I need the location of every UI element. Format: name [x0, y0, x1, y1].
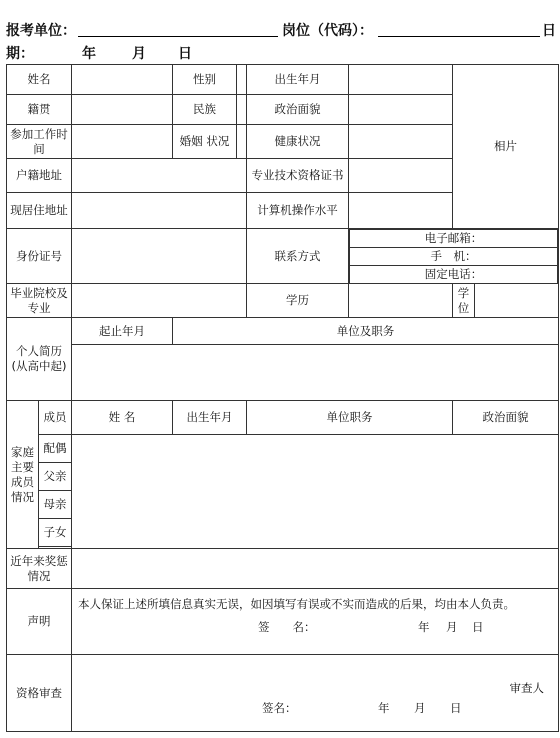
- review-label: 资格审查: [7, 655, 72, 732]
- computer-field[interactable]: [349, 193, 453, 229]
- family-label: 家庭主要成员情况: [7, 401, 39, 549]
- name-field[interactable]: [72, 65, 173, 95]
- health-label: 健康状况: [247, 125, 349, 159]
- edu-label: 学历: [247, 284, 349, 318]
- apply-unit-field[interactable]: [78, 36, 278, 37]
- birth-label: 出生年月: [247, 65, 349, 95]
- review-year: 年: [378, 701, 390, 715]
- family-col-name: 姓 名: [72, 401, 173, 435]
- address-label: 现居住地址: [7, 193, 72, 229]
- family-col-political: 政治面貌: [453, 401, 559, 435]
- family-member-0: 成员: [39, 401, 72, 435]
- family-col-unit: 单位职务: [247, 401, 453, 435]
- hukou-field[interactable]: [72, 159, 247, 193]
- statement-label: 声明: [7, 589, 72, 655]
- family-col-birth: 出生年月: [173, 401, 247, 435]
- review-month: 月: [414, 701, 426, 715]
- work-time-label: 参加工作时间: [7, 125, 72, 159]
- spacer-cell: [237, 65, 247, 95]
- spacer-cell: [237, 125, 247, 159]
- statement-box: [72, 589, 559, 655]
- political-label: 政治面貌: [247, 95, 349, 125]
- birth-field[interactable]: [349, 65, 453, 95]
- native-label: 籍贯: [7, 95, 72, 125]
- family-member-1: 配偶: [39, 435, 72, 463]
- apply-unit-label: 报考单位：: [6, 23, 76, 39]
- family-member-2: 父亲: [39, 463, 72, 491]
- reviewer-label: 审查人: [509, 681, 544, 695]
- photo-box[interactable]: 相片: [453, 65, 559, 229]
- degree-label: 学位: [453, 284, 475, 318]
- date-month-text: 月: [132, 46, 146, 62]
- statement-month: 月: [446, 620, 458, 634]
- resume-field[interactable]: [72, 345, 559, 401]
- computer-label: 计算机操作水平: [247, 193, 349, 229]
- date-year-text: 年: [82, 46, 96, 62]
- address-field[interactable]: [72, 193, 247, 229]
- marriage-label: 婚姻 状况: [173, 125, 237, 159]
- cert-label: 专业技术资格证书: [247, 159, 349, 193]
- awards-field[interactable]: [72, 549, 559, 589]
- family-members-field[interactable]: [72, 435, 559, 549]
- awards-label: 近年来奖惩情况: [7, 549, 72, 589]
- health-field[interactable]: [349, 125, 453, 159]
- hukou-label: 户籍地址: [7, 159, 72, 193]
- name-label: 姓名: [7, 65, 72, 95]
- political-field[interactable]: [349, 95, 453, 125]
- id-field[interactable]: [72, 229, 247, 284]
- degree-field[interactable]: [475, 284, 559, 318]
- school-label: 毕业院校及专业: [7, 284, 72, 318]
- post-field[interactable]: [378, 36, 540, 37]
- email-field[interactable]: 电子邮箱：: [350, 230, 558, 248]
- cert-field[interactable]: [349, 159, 453, 193]
- contact-label: 联系方式: [247, 229, 349, 284]
- registration-form: [6, 64, 559, 732]
- id-label: 身份证号: [7, 229, 72, 284]
- date-ri-text: 日: [542, 23, 556, 39]
- resume-col-unit: 单位及职务: [173, 318, 559, 345]
- review-box[interactable]: [72, 655, 559, 732]
- gender-label: 性别: [173, 65, 237, 95]
- phone-field[interactable]: 固定电话：: [350, 266, 558, 284]
- ethnic-label: 民族: [173, 95, 237, 125]
- resume-label: 个人简历(从高中起): [7, 318, 72, 401]
- spacer-cell: [237, 95, 247, 125]
- resume-col-time: 起止年月: [72, 318, 173, 345]
- review-sign-label: 签名：: [262, 701, 297, 715]
- edu-field[interactable]: [349, 284, 453, 318]
- statement-text: 本人保证上述所填信息真实无误，如因填写有误或不实而造成的后果，均由本人负责。: [78, 597, 515, 611]
- school-field[interactable]: [72, 284, 247, 318]
- post-label: 岗位（代码）：: [282, 23, 373, 39]
- work-time-field[interactable]: [72, 125, 173, 159]
- contact-group: [349, 229, 559, 284]
- date-qi-text: 期：: [6, 46, 34, 62]
- statement-day: 日: [472, 620, 484, 634]
- date-day-text: 日: [178, 46, 192, 62]
- statement-sign-label: 签 名：: [258, 620, 316, 634]
- mobile-field[interactable]: 手 机：: [350, 248, 558, 266]
- statement-year: 年: [418, 620, 430, 634]
- review-day: 日: [450, 701, 462, 715]
- native-field[interactable]: [72, 95, 173, 125]
- statement-signature-row: [72, 612, 558, 640]
- family-member-4: 子女: [39, 519, 72, 547]
- family-member-3: 母亲: [39, 491, 72, 519]
